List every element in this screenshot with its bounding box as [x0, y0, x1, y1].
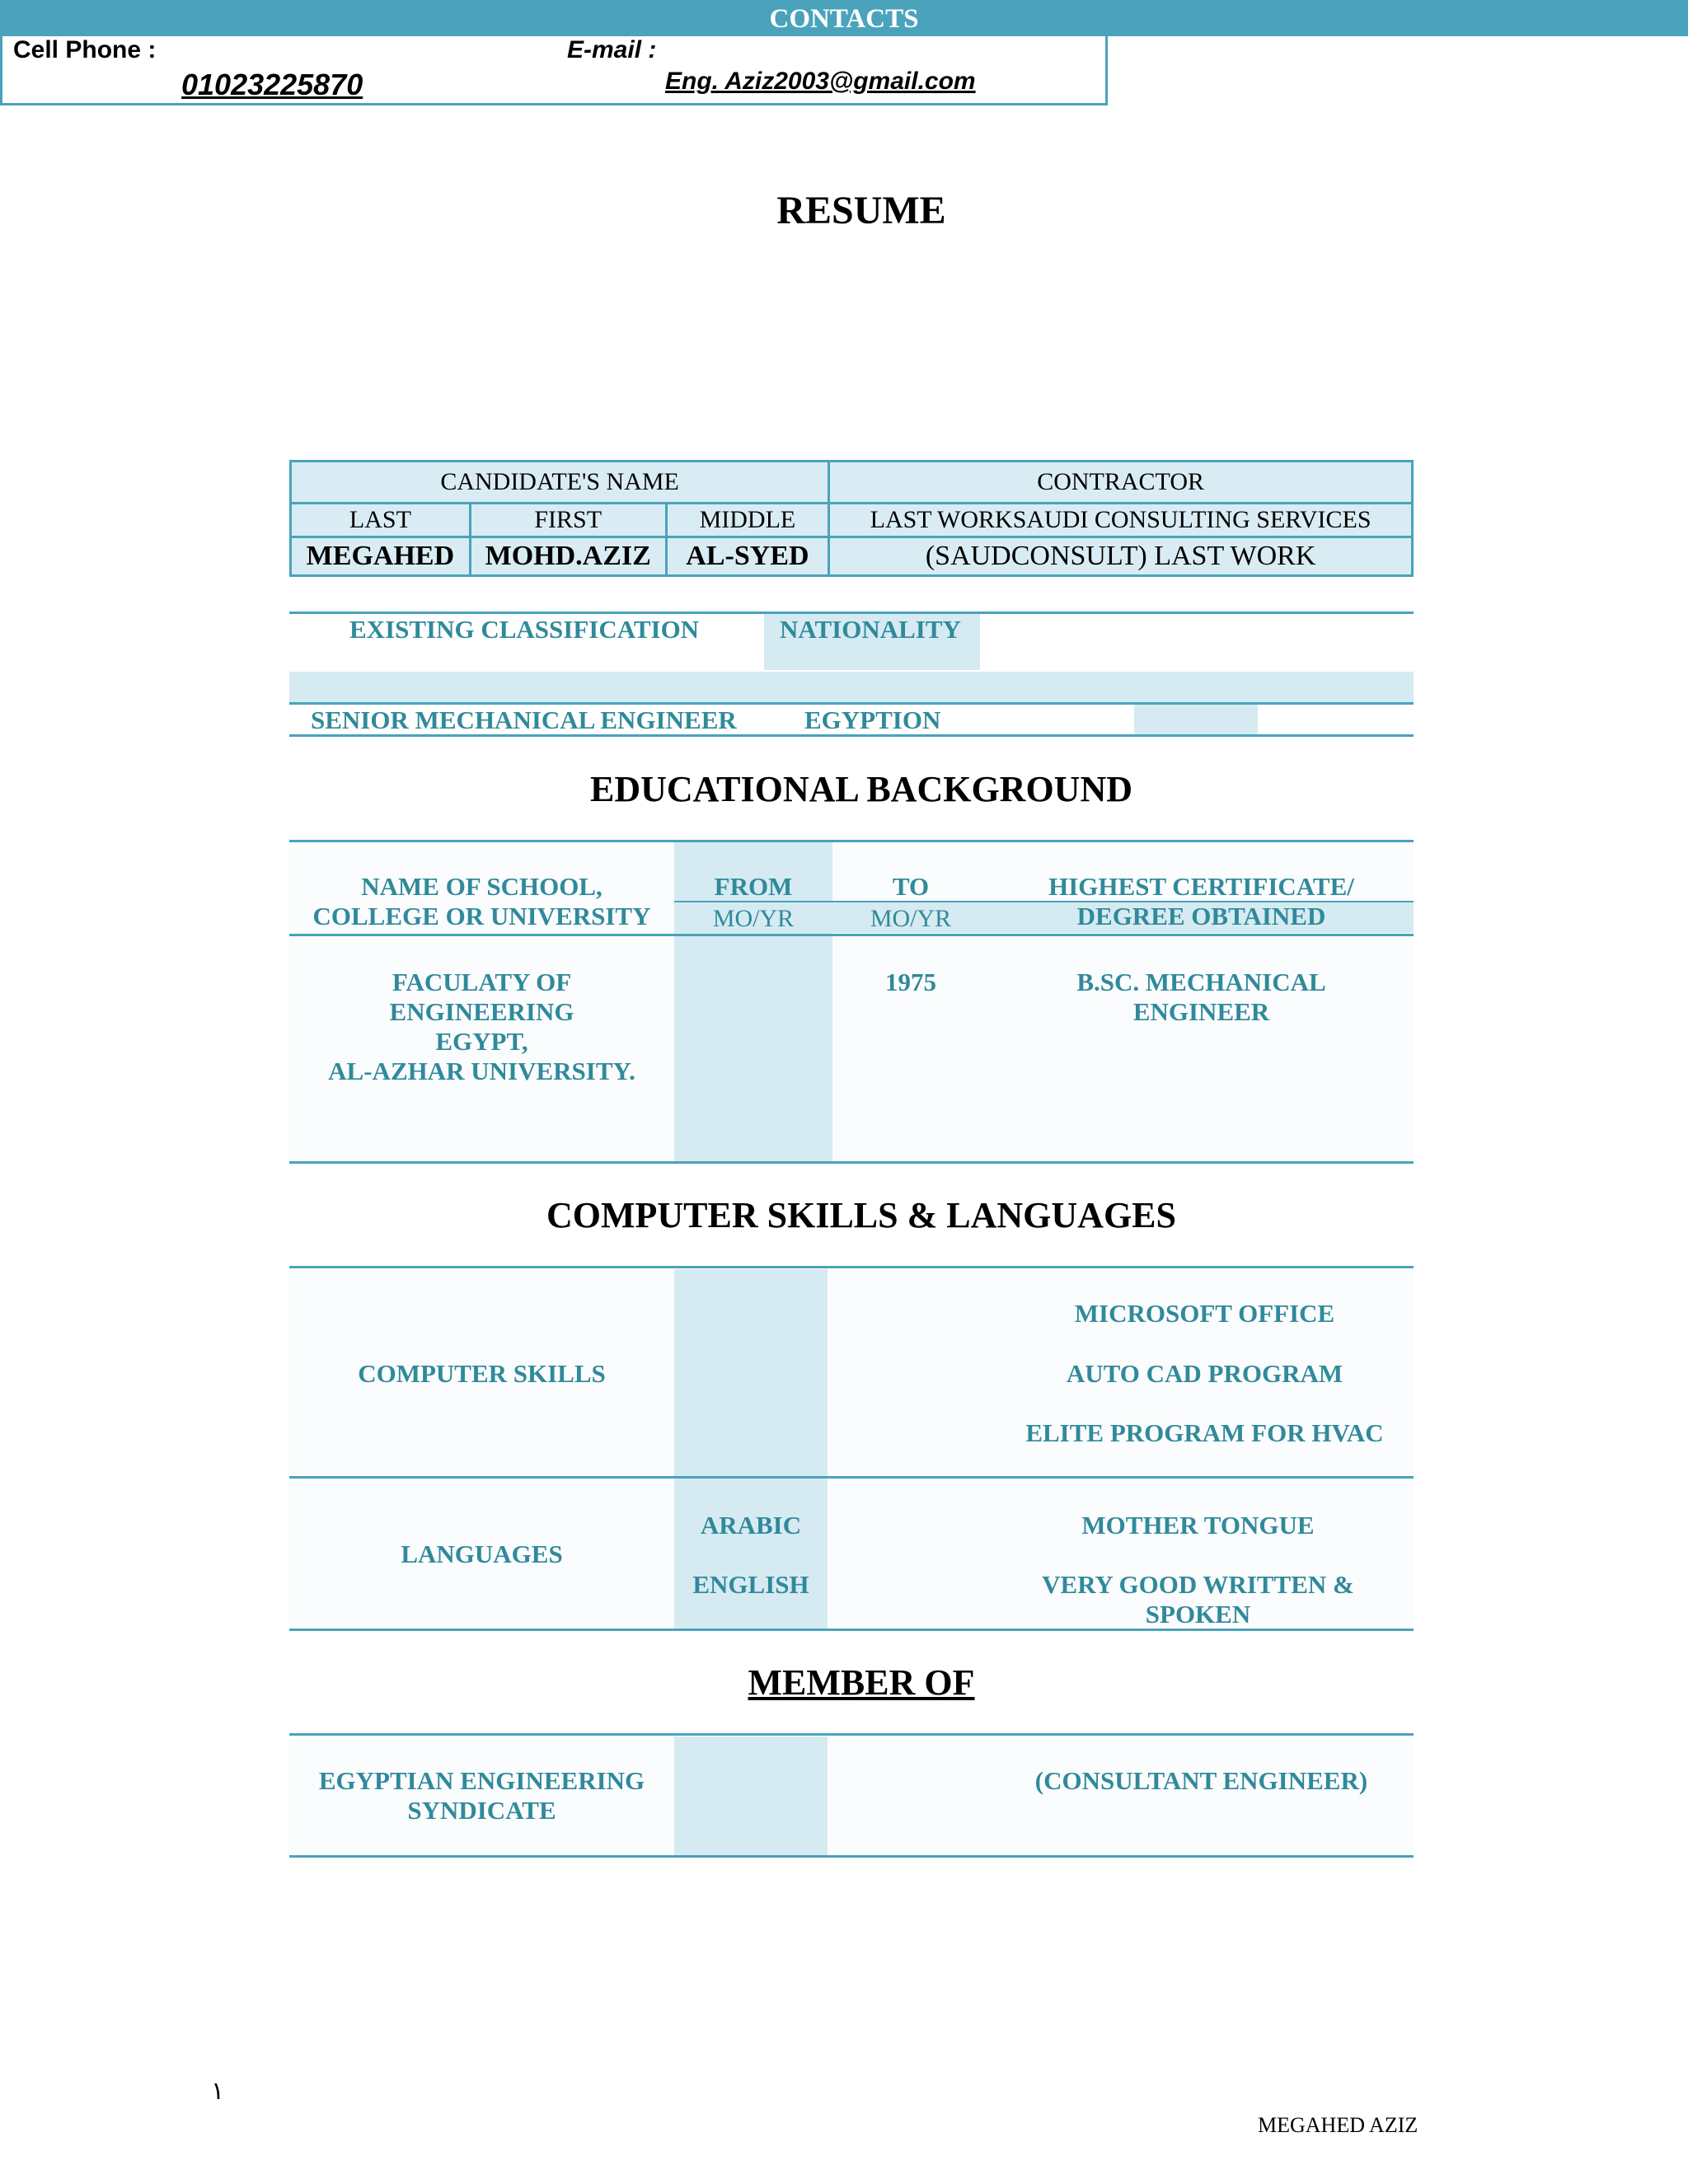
school-line: EGYPT,	[435, 1027, 528, 1056]
education-title: EDUCATIONAL BACKGROUND	[589, 769, 1133, 809]
language-arabic: ARABIC	[700, 1511, 802, 1540]
school-line: ENGINEERING	[389, 997, 574, 1026]
language-arabic-level: MOTHER TONGUE	[1081, 1511, 1315, 1540]
member-org-line-1: EGYPTIAN ENGINEERING	[318, 1766, 645, 1795]
school-header-line-1: NAME OF SCHOOL,	[361, 872, 603, 901]
classification-label: EXISTING CLASSIFICATION	[349, 615, 700, 644]
languages-label: LANGUAGES	[401, 1540, 563, 1568]
computer-skill-item: AUTO CAD PROGRAM	[1066, 1359, 1343, 1388]
middle-name-value: AL-SYED	[666, 537, 829, 576]
contractor-header: CONTRACTOR	[829, 462, 1413, 504]
language-english-level-line-1: VERY GOOD WRITTEN &	[1042, 1570, 1354, 1599]
email-label: E-mail :	[567, 36, 657, 63]
email-value[interactable]: Eng. Aziz2003@gmail.com	[665, 68, 976, 95]
computer-skill-item: MICROSOFT OFFICE	[1074, 1299, 1335, 1328]
last-name-value: MEGAHED	[291, 537, 471, 576]
nationality-label: NATIONALITY	[780, 615, 961, 644]
school-header-line-2: COLLEGE OR UNIVERSITY	[312, 902, 651, 930]
to-header: TO	[892, 872, 930, 901]
classification-value: SENIOR MECHANICAL ENGINEER	[311, 705, 737, 734]
from-subheader: MO/YR	[712, 905, 795, 932]
computer-skill-item: ELITE PROGRAM FOR HVAC	[1025, 1418, 1384, 1447]
nationality-value: EGYPTION	[804, 705, 941, 734]
first-name-label: FIRST	[470, 504, 666, 537]
school-line: FACULATY OF	[392, 968, 572, 996]
member-org-line-2: SYNDICATE	[407, 1796, 556, 1825]
contractor-line-1: LAST WORKSAUDI CONSULTING SERVICES	[829, 504, 1413, 537]
language-english-level-line-2: SPOKEN	[1145, 1600, 1251, 1629]
skills-title: COMPUTER SKILLS & LANGUAGES	[546, 1195, 1176, 1235]
language-english: ENGLISH	[692, 1570, 809, 1599]
certificate-header-line-2: DEGREE OBTAINED	[1076, 902, 1326, 930]
middle-name-label: MIDDLE	[666, 504, 829, 537]
candidate-name-header: CANDIDATE'S NAME	[291, 462, 829, 504]
to-value: 1975	[885, 968, 936, 996]
certificate-line: B.SC. MECHANICAL	[1076, 968, 1326, 996]
contractor-line-2: (SAUDCONSULT) LAST WORK	[829, 537, 1413, 576]
footer-name: MEGAHED AZIZ	[1258, 2113, 1418, 2137]
cell-phone-value: 01023225870	[181, 68, 363, 101]
candidate-table	[289, 460, 1414, 577]
cell-phone-label: Cell Phone :	[13, 36, 157, 63]
school-line: AL-AZHAR UNIVERSITY.	[328, 1057, 635, 1085]
first-name-value: MOHD.AZIZ	[470, 537, 666, 576]
to-subheader: MO/YR	[870, 905, 952, 932]
certificate-header-line-1: HIGHEST CERTIFICATE/	[1048, 872, 1354, 901]
contacts-box	[0, 0, 1108, 105]
page-title: RESUME	[776, 189, 946, 232]
last-name-label: LAST	[291, 504, 471, 537]
certificate-line: ENGINEER	[1132, 997, 1270, 1026]
contacts-header: CONTACTS	[0, 0, 1688, 36]
member-role: (CONSULTANT ENGINEER)	[1034, 1766, 1368, 1795]
computer-skills-label: COMPUTER SKILLS	[358, 1359, 606, 1388]
member-title: MEMBER OF	[748, 1662, 975, 1703]
page-number: ١	[211, 2078, 225, 2105]
from-header: FROM	[714, 872, 793, 901]
